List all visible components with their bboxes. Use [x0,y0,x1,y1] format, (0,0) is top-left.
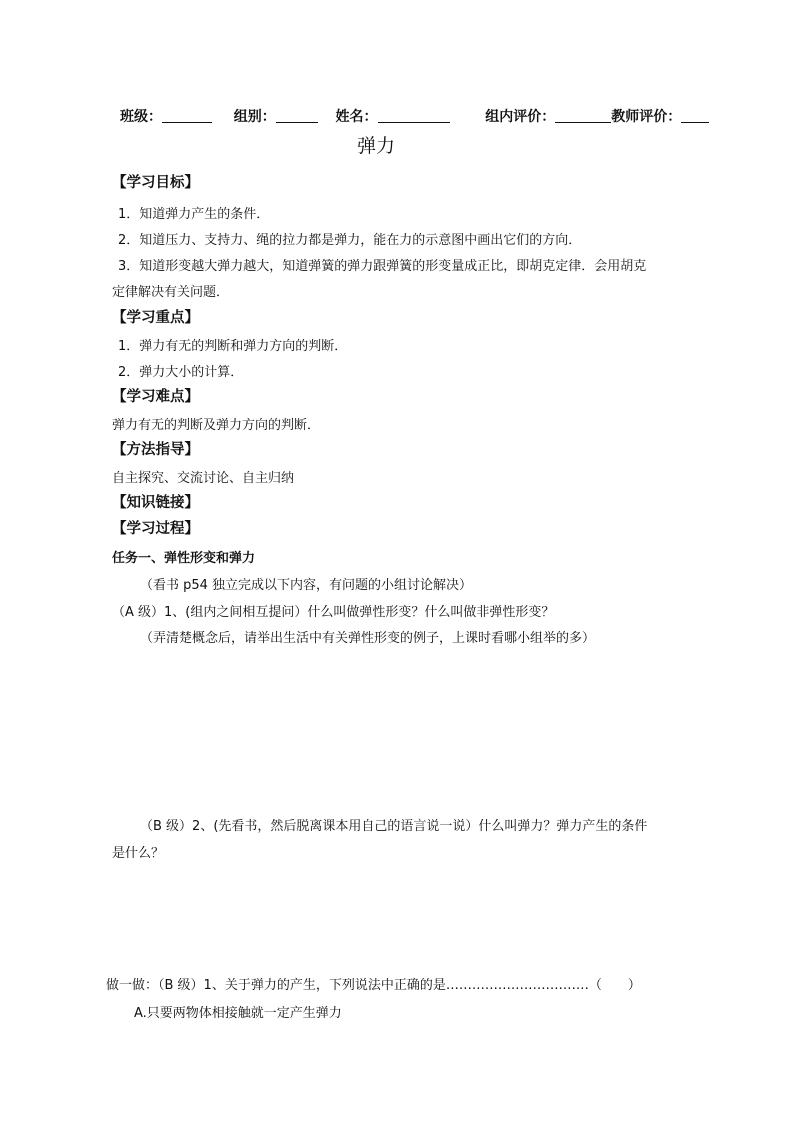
class-blank [162,108,212,123]
teacher-eval-blank [681,108,709,123]
name-blank [378,108,450,123]
task-note: （看书 p54 独立完成以下内容，有问题的小组讨论解决） [140,578,473,593]
section-key-points: 【学习重点】 [112,310,199,326]
page-title: 弹力 [357,135,396,157]
section-process: 【学习过程】 [112,521,199,537]
teacher-eval-label: 教师评价： [611,109,682,125]
key-point-item: 1．弹力有无的判断和弹力方向的判断． [118,339,348,354]
objective-item: 3．知道形变越大弹力越大，知道弹簧的弹力跟弹簧的形变量成正比，即胡克定律．会用胡克 [118,259,647,274]
difficulty-text: 弹力有无的判断及弹力方向的判断． [112,418,321,433]
group-blank [276,108,318,123]
practice-question: 做一做：（B 级）1、关于弹力的产生，下列说法中正确的是……………………………（ ） [106,978,641,993]
question-a1-note: （弄清楚概念后，请举出生活中有关弹性形变的例子，上课时看哪小组举的多） [140,631,596,646]
objective-item: 定律解决有关问题． [112,285,230,300]
section-links: 【知识链接】 [112,495,199,511]
key-point-item: 2．弹力大小的计算． [118,365,244,380]
objective-item: 2．知道压力、支持力、绳的拉力都是弹力，能在力的示意图中画出它们的方向． [118,233,582,248]
question-b2-line2: 是什么？ [112,846,165,861]
objective-item: 1．知道弹力产生的条件． [118,207,270,222]
method-text: 自主探究、交流讨论、自主归纳 [112,471,295,486]
class-label: 班级： [120,109,162,125]
group-eval-blank [555,108,611,123]
header-row [120,106,709,126]
section-objectives: 【学习目标】 [112,175,199,191]
practice-option-a: A.只要两物体相接触就一定产生弹力 [134,1006,342,1021]
question-a1: （A 级）1、(组内之间相互提问）什么叫做弹性形变？什么叫做非弹性形变？ [112,605,555,620]
group-eval-label: 组内评价： [485,109,556,125]
group-label: 组别： [233,109,276,125]
question-b2-line1: （B 级）2、(先看书，然后脱离课本用自己的语言说一说）什么叫弹力？弹力产生的条件 [140,819,648,834]
name-label: 姓名： [335,109,378,125]
task-title: 任务一、弹性形变和弹力 [112,551,256,566]
section-difficulties: 【学习难点】 [112,389,199,405]
section-method: 【方法指导】 [112,442,199,458]
